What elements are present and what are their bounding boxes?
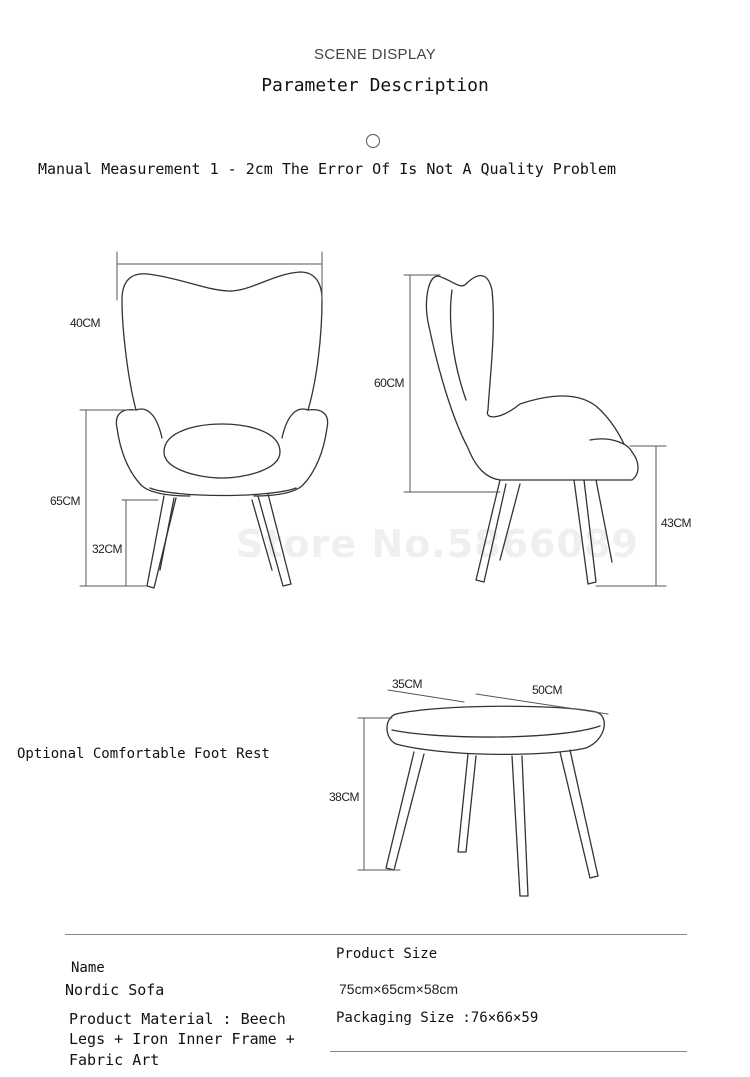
side-seat-height-label: 43CM: [661, 516, 692, 530]
product-size-heading: Product Size: [336, 946, 438, 962]
front-height-label: 65CM: [50, 494, 81, 508]
footrest-depth-label: 35CM: [392, 677, 423, 691]
material-line-1: Product Material : Beech: [69, 1010, 286, 1028]
page-title: Parameter Description: [261, 75, 489, 96]
footrest-width-label: 50CM: [532, 683, 563, 697]
material-line-3: Fabric Art: [69, 1051, 160, 1069]
front-view-chair: [116, 272, 327, 588]
footrest-drawing: [386, 706, 604, 896]
table-top-rule: [65, 934, 687, 935]
front-width-label: 40CM: [70, 316, 101, 330]
store-watermark: Store No.5866089: [236, 522, 639, 566]
material-line-2: Legs + Iron Inner Frame +: [69, 1030, 295, 1048]
side-view-chair: [426, 276, 638, 584]
front-seat-height-label: 32CM: [92, 542, 123, 556]
footrest-caption: Optional Comfortable Foot Rest: [17, 746, 270, 762]
side-back-height-label: 60CM: [374, 376, 405, 390]
table-bottom-rule: [330, 1051, 687, 1052]
measurement-note: Manual Measurement 1 - 2cm The Error Of Is Not A Quality Problem: [38, 160, 616, 178]
footrest-height-label: 38CM: [329, 790, 360, 804]
name-heading: Name: [71, 960, 105, 976]
scene-display-heading: SCENE DISPLAY: [314, 46, 436, 63]
product-size-value: 75cm×65cm×58cm: [339, 981, 459, 997]
side-view-dimension-lines: [404, 275, 666, 586]
packaging-size: Packaging Size :76×66×59: [336, 1010, 539, 1026]
product-name-value: Nordic Sofa: [65, 981, 165, 999]
footrest-dimension-lines: [358, 690, 608, 870]
